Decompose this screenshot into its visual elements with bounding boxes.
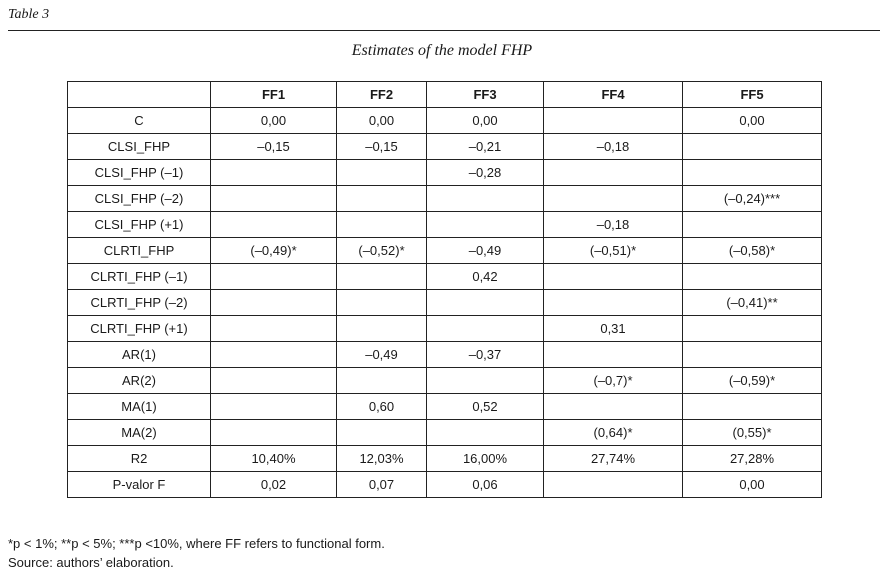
value-cell: 0,00 bbox=[427, 108, 544, 134]
value-cell: (0,64)* bbox=[544, 420, 683, 446]
value-cell bbox=[211, 342, 337, 368]
value-cell: (–0,59)* bbox=[683, 368, 822, 394]
value-cell: –0,21 bbox=[427, 134, 544, 160]
value-cell bbox=[211, 160, 337, 186]
value-cell bbox=[427, 186, 544, 212]
value-cell bbox=[683, 134, 822, 160]
header-row bbox=[68, 82, 822, 108]
value-cell bbox=[337, 290, 427, 316]
row-label-cell: CLRTI_FHP (–2) bbox=[68, 290, 211, 316]
value-cell bbox=[211, 394, 337, 420]
value-cell: (0,55)* bbox=[683, 420, 822, 446]
estimates-table bbox=[67, 81, 822, 498]
row-label-cell: C bbox=[68, 108, 211, 134]
value-cell: 0,00 bbox=[337, 108, 427, 134]
row-label-cell: CLSI_FHP (–1) bbox=[68, 160, 211, 186]
value-cell: 0,31 bbox=[544, 316, 683, 342]
header-cell: FF3 bbox=[427, 82, 544, 108]
value-cell bbox=[337, 212, 427, 238]
value-cell bbox=[683, 264, 822, 290]
row-label-cell: CLSI_FHP (–2) bbox=[68, 186, 211, 212]
row-label-cell: P-valor F bbox=[68, 472, 211, 498]
value-cell bbox=[544, 264, 683, 290]
value-cell bbox=[337, 186, 427, 212]
value-cell: (–0,58)* bbox=[683, 238, 822, 264]
value-cell: (–0,7)* bbox=[544, 368, 683, 394]
row-label-cell: R2 bbox=[68, 446, 211, 472]
value-cell bbox=[337, 420, 427, 446]
value-cell: 16,00% bbox=[427, 446, 544, 472]
value-cell: 0,00 bbox=[683, 472, 822, 498]
value-cell bbox=[337, 264, 427, 290]
table-row bbox=[68, 472, 822, 498]
value-cell bbox=[211, 316, 337, 342]
value-cell: (–0,52)* bbox=[337, 238, 427, 264]
significance-footnote: *p < 1%; **p < 5%; ***p <10%, where FF refers to functional form. bbox=[8, 536, 385, 551]
value-cell bbox=[683, 212, 822, 238]
header-cell: FF2 bbox=[337, 82, 427, 108]
value-cell bbox=[544, 472, 683, 498]
source-note: Source: authors’ elaboration. bbox=[8, 555, 174, 570]
value-cell bbox=[683, 160, 822, 186]
value-cell: –0,28 bbox=[427, 160, 544, 186]
value-cell bbox=[544, 342, 683, 368]
value-cell bbox=[211, 420, 337, 446]
value-cell: 0,42 bbox=[427, 264, 544, 290]
value-cell bbox=[544, 108, 683, 134]
value-cell: 0,02 bbox=[211, 472, 337, 498]
value-cell: (–0,51)* bbox=[544, 238, 683, 264]
table-row bbox=[68, 394, 822, 420]
table-row bbox=[68, 420, 822, 446]
table-row bbox=[68, 212, 822, 238]
value-cell bbox=[544, 160, 683, 186]
value-cell bbox=[337, 160, 427, 186]
row-label-cell: AR(2) bbox=[68, 368, 211, 394]
value-cell: 27,74% bbox=[544, 446, 683, 472]
top-divider bbox=[8, 30, 880, 31]
value-cell bbox=[427, 420, 544, 446]
table-row bbox=[68, 446, 822, 472]
value-cell: –0,15 bbox=[337, 134, 427, 160]
table-caption: Estimates of the model FHP bbox=[351, 42, 533, 59]
header-cell bbox=[68, 82, 211, 108]
table-row bbox=[68, 264, 822, 290]
value-cell bbox=[427, 290, 544, 316]
value-cell: 0,00 bbox=[211, 108, 337, 134]
table-row bbox=[68, 368, 822, 394]
value-cell bbox=[211, 212, 337, 238]
value-cell bbox=[544, 186, 683, 212]
value-cell: 0,07 bbox=[337, 472, 427, 498]
value-cell bbox=[427, 212, 544, 238]
value-cell: –0,18 bbox=[544, 134, 683, 160]
table-row bbox=[68, 342, 822, 368]
value-cell: 10,40% bbox=[211, 446, 337, 472]
table-row bbox=[68, 238, 822, 264]
value-cell bbox=[211, 368, 337, 394]
value-cell bbox=[427, 316, 544, 342]
table-row bbox=[68, 316, 822, 342]
value-cell bbox=[337, 368, 427, 394]
row-label-cell: CLSI_FHP (+1) bbox=[68, 212, 211, 238]
value-cell: (–0,41)** bbox=[683, 290, 822, 316]
value-cell bbox=[683, 342, 822, 368]
value-cell: 0,00 bbox=[683, 108, 822, 134]
row-label-cell: CLRTI_FHP (–1) bbox=[68, 264, 211, 290]
value-cell: 27,28% bbox=[683, 446, 822, 472]
row-label-cell: CLSI_FHP bbox=[68, 134, 211, 160]
row-label-cell: AR(1) bbox=[68, 342, 211, 368]
value-cell bbox=[211, 186, 337, 212]
value-cell bbox=[544, 394, 683, 420]
value-cell bbox=[683, 394, 822, 420]
table-number-label: Table 3 bbox=[8, 7, 50, 22]
value-cell: (–0,24)*** bbox=[683, 186, 822, 212]
value-cell: –0,15 bbox=[211, 134, 337, 160]
row-label-cell: CLRTI_FHP (+1) bbox=[68, 316, 211, 342]
value-cell: 0,60 bbox=[337, 394, 427, 420]
value-cell: –0,49 bbox=[337, 342, 427, 368]
table-row bbox=[68, 186, 822, 212]
value-cell bbox=[683, 316, 822, 342]
value-cell: 12,03% bbox=[337, 446, 427, 472]
value-cell: (–0,49)* bbox=[211, 238, 337, 264]
value-cell bbox=[337, 316, 427, 342]
value-cell: –0,18 bbox=[544, 212, 683, 238]
value-cell bbox=[427, 368, 544, 394]
header-cell: FF1 bbox=[211, 82, 337, 108]
row-label-cell: MA(1) bbox=[68, 394, 211, 420]
value-cell: –0,37 bbox=[427, 342, 544, 368]
value-cell bbox=[211, 264, 337, 290]
value-cell: –0,49 bbox=[427, 238, 544, 264]
value-cell bbox=[211, 290, 337, 316]
table-row bbox=[68, 290, 822, 316]
table-row bbox=[68, 134, 822, 160]
table-row bbox=[68, 160, 822, 186]
row-label-cell: CLRTI_FHP bbox=[68, 238, 211, 264]
header-cell: FF5 bbox=[683, 82, 822, 108]
row-label-cell: MA(2) bbox=[68, 420, 211, 446]
value-cell bbox=[544, 290, 683, 316]
table-row bbox=[68, 108, 822, 134]
value-cell: 0,06 bbox=[427, 472, 544, 498]
header-cell: FF4 bbox=[544, 82, 683, 108]
value-cell: 0,52 bbox=[427, 394, 544, 420]
